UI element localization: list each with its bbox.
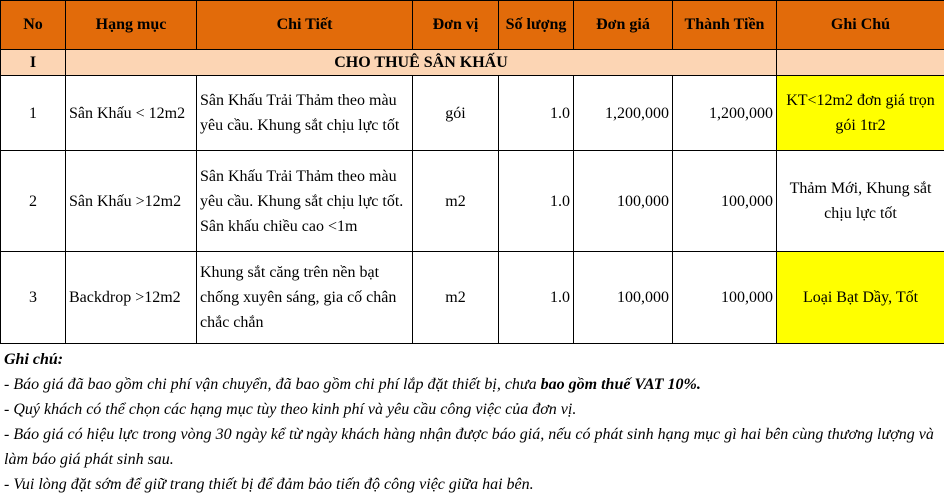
- header-detail: Chi Tiết: [197, 1, 413, 50]
- row-detail: Sân Khấu Trải Thảm theo màu yêu cầu. Khung sắt chịu lực tốt. Sân khấu chiều cao <1m: [197, 151, 413, 252]
- section-number: I: [1, 50, 66, 76]
- row-no: 2: [1, 151, 66, 252]
- note-line: - Vui lòng đặt sớm để giữ trang thiết bị để đảm bảo tiến độ công việc giữa hai bên.: [4, 476, 534, 493]
- row-unit: m2: [413, 252, 499, 344]
- row-category: Backdrop >12m2: [66, 252, 197, 344]
- section-title: CHO THUÊ SÂN KHẤU: [66, 50, 777, 76]
- table-header-row: [1, 1, 944, 50]
- row-unit-price: 100,000: [574, 151, 673, 252]
- row-note: KT<12m2 đơn giá trọn gói 1tr2: [777, 76, 944, 151]
- row-total: 1,200,000: [673, 76, 777, 151]
- row-unit: gói: [413, 76, 499, 151]
- row-note: Loại Bạt Dầy, Tốt: [777, 252, 944, 344]
- header-unit: Đơn vị: [413, 1, 499, 50]
- section-empty-cell: [777, 50, 944, 76]
- row-quantity: 1.0: [499, 151, 574, 252]
- row-no: 1: [1, 76, 66, 151]
- row-quantity: 1.0: [499, 252, 574, 344]
- note-vat-emphasis: bao gồm thuế VAT 10%.: [540, 376, 701, 393]
- row-no: 3: [1, 252, 66, 344]
- note-line: - Quý khách có thể chọn các hạng mục tùy theo kinh phí và yêu cầu công việc của đơn vị.: [4, 401, 577, 418]
- note-line-text: - Báo giá đã bao gồm chi phí vận chuyển, đã bao gồm chi phí lắp đặt thiết bị, chưa: [4, 376, 541, 393]
- table-row: [1, 252, 944, 344]
- row-detail: Khung sắt căng trên nền bạt chống xuyên sáng, gia cố chân chắc chắn: [197, 252, 413, 344]
- header-unit-price: Đơn giá: [574, 1, 673, 50]
- row-total: 100,000: [673, 151, 777, 252]
- note-line: - Báo giá có hiệu lực trong vòng 30 ngày kể từ ngày khách hàng nhận được báo giá, nếu có phát sinh hạng mục gì hai bên cùng thương lượng và làm báo giá phát sinh sau.: [4, 426, 934, 468]
- row-category: Sân Khấu < 12m2: [66, 76, 197, 151]
- header-category: Hạng mục: [66, 1, 197, 50]
- header-quantity: Số lượng: [499, 1, 574, 50]
- row-note: Thảm Mới, Khung sắt chịu lực tốt: [777, 151, 944, 252]
- row-quantity: 1.0: [499, 76, 574, 151]
- header-note: Ghi Chú: [777, 1, 944, 50]
- row-detail: Sân Khấu Trải Thảm theo màu yêu cầu. Khung sắt chịu lực tốt: [197, 76, 413, 151]
- section-row: [1, 50, 944, 76]
- header-total: Thành Tiền: [673, 1, 777, 50]
- table-row: [1, 76, 944, 151]
- row-unit: m2: [413, 151, 499, 252]
- notes-title: Ghi chú:: [4, 351, 64, 368]
- row-unit-price: 100,000: [574, 252, 673, 344]
- notes-section: [0, 344, 944, 497]
- note-line: [4, 372, 940, 397]
- row-category: Sân Khấu >12m2: [66, 151, 197, 252]
- row-unit-price: 1,200,000: [574, 76, 673, 151]
- header-no: No: [1, 1, 66, 50]
- row-total: 100,000: [673, 252, 777, 344]
- table-row: [1, 151, 944, 252]
